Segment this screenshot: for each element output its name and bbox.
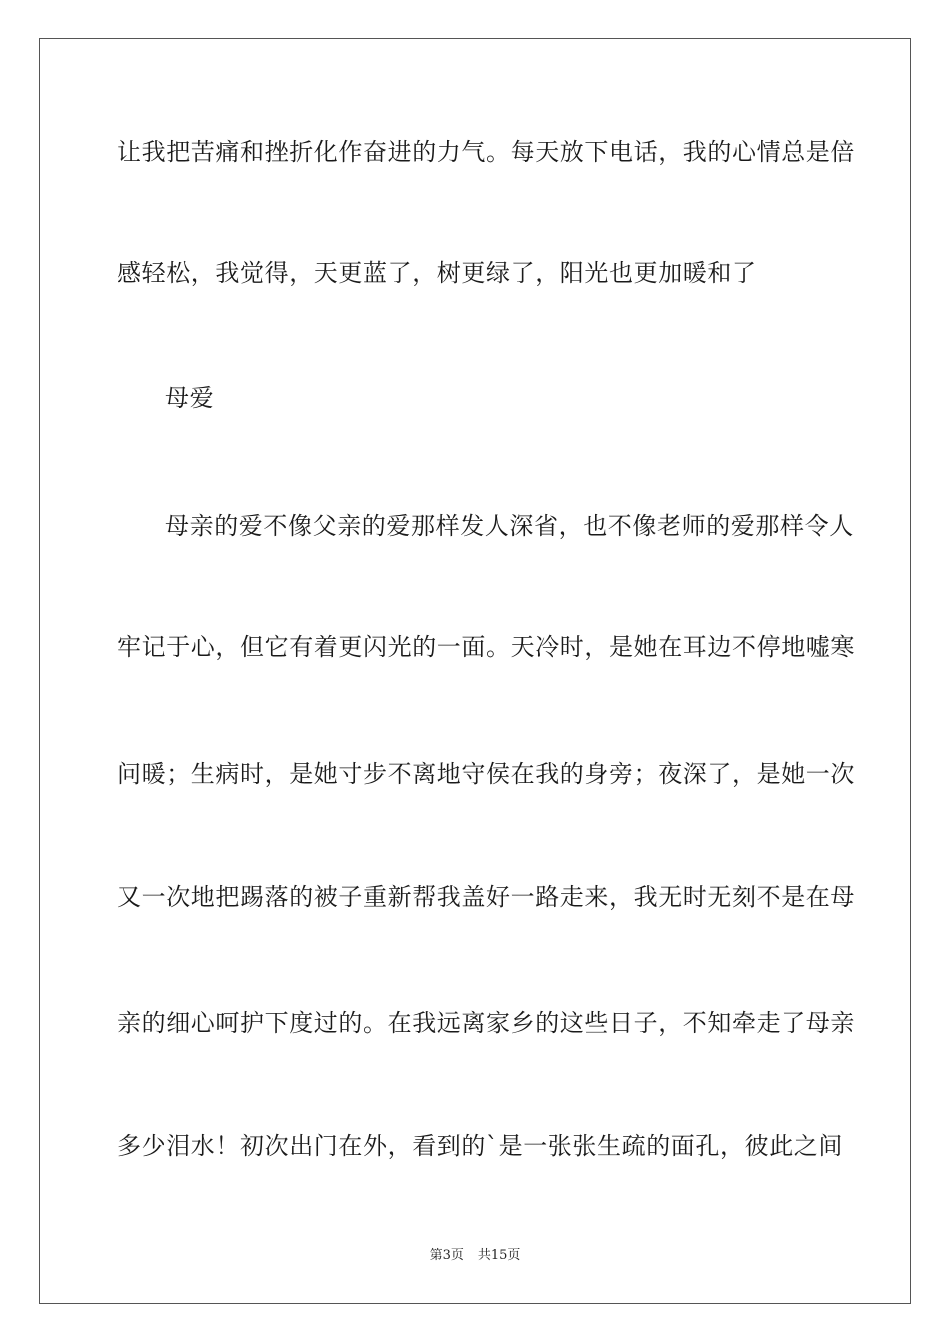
page-border bbox=[39, 38, 911, 1304]
page-number-total: 共15页 bbox=[477, 1248, 521, 1263]
page-number-current: 第3页 bbox=[429, 1248, 464, 1263]
text-line-8: 多少泪水！初次出门在外，看到的`是一张张生疏的面孔，彼此之间 bbox=[117, 1132, 843, 1160]
text-line-3: 母亲的爱不像父亲的爱那样发人深省，也不像老师的爱那样令人 bbox=[165, 512, 854, 540]
page-footer bbox=[0, 1247, 950, 1265]
text-line-2: 感轻松，我觉得，天更蓝了，树更绿了，阳光也更加暖和了 bbox=[117, 259, 757, 287]
text-line-5: 问暖；生病时，是她寸步不离地守侯在我的身旁；夜深了，是她一次 bbox=[117, 760, 855, 788]
text-line-4: 牢记于心，但它有着更闪光的一面。天冷时，是她在耳边不停地嘘寒 bbox=[117, 633, 855, 661]
text-line-6: 又一次地把踢落的被子重新帮我盖好一路走来，我无时无刻不是在母 bbox=[117, 883, 855, 911]
text-line-7: 亲的细心呵护下度过的。在我远离家乡的这些日子，不知牵走了母亲 bbox=[117, 1009, 855, 1037]
section-heading: 母爱 bbox=[165, 384, 215, 412]
text-line-1: 让我把苦痛和挫折化作奋进的力气。每天放下电话，我的心情总是倍 bbox=[117, 138, 855, 166]
